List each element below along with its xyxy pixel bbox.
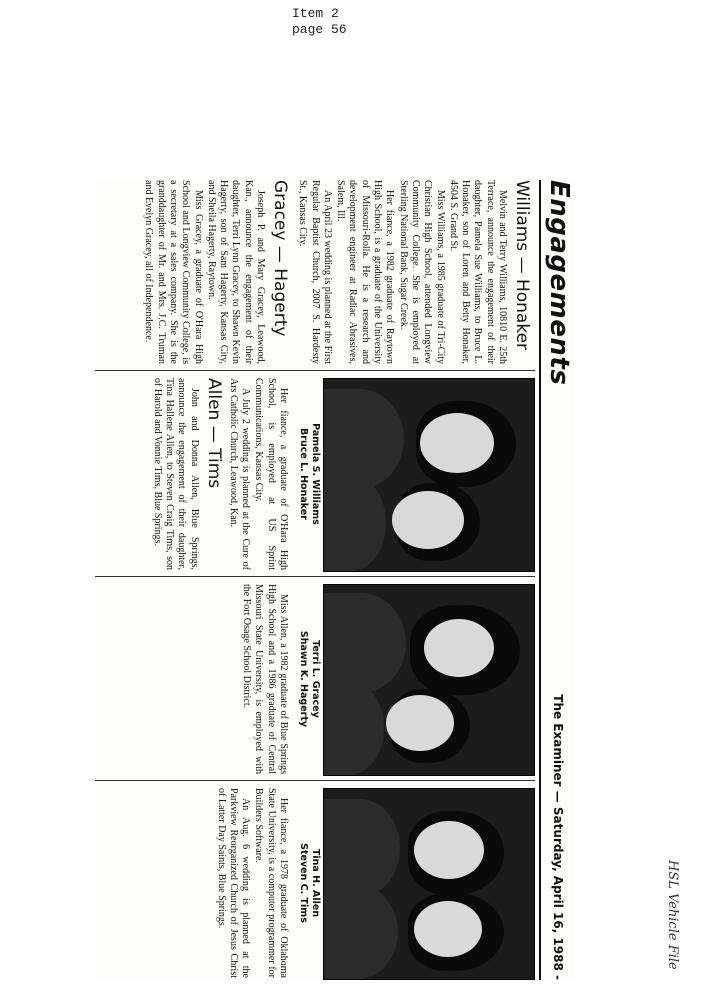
face-shape: [414, 901, 482, 957]
article-headline: Williams — Honaker: [512, 180, 532, 351]
caption-name: Tina H. Allen: [310, 848, 321, 918]
article-paragraph: Her fiance, a 1978 graduate of Oklahoma State University, is a computer programmer for Builders Software.: [253, 788, 289, 978]
article-allen-tims-end: [97, 788, 289, 978]
article-paragraph: Melvin and Terry Williams, 10810 E. 25th Terrace, announce the engagement of their daughter, Pamela Sue Williams, to Bruce L. Honaker, son of Loren and Betty Honaker, 4504 S. Grand St.: [447, 180, 508, 364]
photo-caption: [297, 378, 321, 570]
article-headline: Allen — Tims: [203, 378, 224, 489]
handwritten-note: HSL Vehicle File: [665, 860, 680, 970]
article-paragraph: Miss Gracey, a graduate of O'Hara High School and Longview Community College, is a secretary at a sales company. She is the granddaughter of Mr. and Mrs. J.C. Truman and Evelyn Gracey, all of Independence.: [143, 180, 204, 364]
face-shape: [392, 491, 464, 549]
column-rule: [95, 370, 535, 371]
photo-caption: [297, 788, 321, 978]
face-shape: [420, 413, 494, 473]
shoulder-shape: [323, 475, 386, 571]
article-paragraph: A July 2 wedding is planned at the Cure of Ars Catholic Church, Leawood, Kan.: [227, 378, 252, 570]
article-gracey-hagerty-continued: [97, 378, 289, 570]
newspaper-masthead: The Examiner — Saturday, April 16, 1988 -: [551, 694, 565, 980]
article-gracey-hagerty: [97, 180, 293, 364]
article-williams-honaker: [265, 180, 535, 364]
item-number: Item 2: [292, 6, 339, 21]
column-rule: [95, 780, 535, 781]
photo-williams-honaker: [323, 378, 535, 572]
page-number: page 56: [292, 22, 347, 37]
photo-caption: [297, 584, 321, 774]
article-paragraph: Miss Allen, a 1982 graduate of Blue Springs High School and a 1986 graduate of Central Missouri State University, is employed with the Fort Osage School District.: [241, 584, 289, 774]
photo-gracey-hagerty: [323, 584, 535, 776]
article-paragraph: Joseph P. and Mary Gracey, Leawood, Kan., announce the engagement of their daughter, Terri Lynn Gracey, to Shawn Kevin Hagerty, son of Sam Hagerty, Kansas City, and Sheila Hagerty, Raytown.: [205, 180, 266, 364]
shoulder-shape: [323, 681, 384, 775]
clipping-header: [539, 180, 575, 980]
item-label: [292, 6, 412, 38]
newspaper-clipping: [95, 180, 575, 980]
face-shape: [424, 619, 494, 677]
caption-name: Steven C. Tims: [298, 843, 309, 923]
article-headline: Gracey — Hagerty: [270, 180, 290, 337]
article-paragraph: John and Donna Allen, Blue Springs, announce the engagement of their daughter, Tina Hallene Allen, to Steven Craig Tims, son of Harold and Vonnie Tims, Blue Springs.: [151, 378, 200, 570]
section-title: Engagements: [544, 180, 574, 386]
shoulder-shape: [323, 389, 404, 489]
shoulder-shape: [323, 593, 406, 693]
article-paragraph: An Aug. 6 wedding is planned at the Parkview Reorganized Church of Jesus Christ of Latter Day Saints, Blue Springs.: [215, 788, 252, 978]
article-paragraph: Her fiance, a 1982 graduate of Raytown High School, is a graduate of the University of Missouri-Rolla. He is a research and development engineer at Radiac Abrasives, Salem, Ill.: [335, 180, 396, 364]
face-shape: [386, 695, 454, 751]
caption-name: Shawn K. Hagerty: [298, 630, 309, 728]
shoulder-shape: [323, 885, 398, 979]
caption-name: Pamela S. Williams: [310, 423, 321, 525]
article-allen-tims-continued: [97, 584, 289, 774]
caption-name: Bruce L. Honaker: [298, 428, 309, 520]
article-paragraph: Her fiance, a graduate of O'Hara High School, is employed at US Sprint Communications, Kansas City.: [253, 378, 289, 570]
shoulder-shape: [323, 799, 400, 897]
face-shape: [414, 821, 484, 879]
article-paragraph: Miss Williams, a 1985 graduate of Tri-City Christian High School, attended Longview Community College. She is employed at Sterling National Bank, Sugar Creek.: [397, 180, 446, 364]
photo-allen-tims: [323, 788, 535, 980]
column-rule: [95, 576, 535, 577]
caption-name: Terri L. Gracey: [310, 640, 321, 718]
article-paragraph: An April 23 wedding is planned at the First Regular Baptist Church, 2007 S. Hardesty St., Kansas City.: [297, 180, 333, 364]
